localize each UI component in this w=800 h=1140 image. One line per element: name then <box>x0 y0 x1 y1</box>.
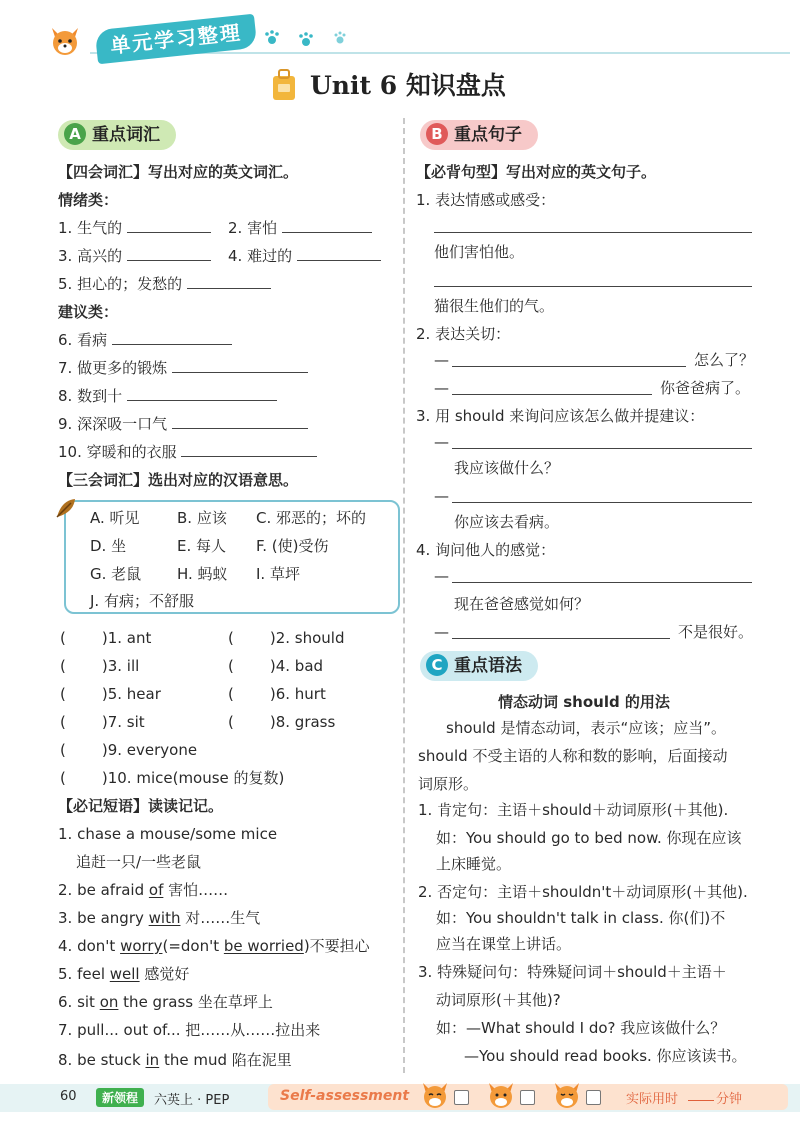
phrase-1-meaning: 追赶一只/一些老鼠 <box>76 853 202 871</box>
phrase-8: 8. be stuck in the mud 陷在泥里 <box>58 1051 292 1069</box>
three-vocab-title: 【三会词汇】选出对应的汉语意思。 <box>58 471 299 489</box>
vocab-item-8: 8. 数到十 <box>58 386 277 406</box>
time-blank[interactable] <box>688 1100 714 1101</box>
rule-3-cont: 动词原形(＋其他)? <box>436 991 561 1009</box>
unit-review-badge: 单元学习整理 <box>95 14 258 65</box>
prompt-see-doctor: 你应该去看病。 <box>454 513 560 531</box>
match-question-4[interactable]: ( )4. bad <box>228 657 324 675</box>
section-c-letter: C <box>426 654 448 676</box>
match-question-9[interactable]: ( )9. everyone <box>60 741 198 759</box>
answer-line[interactable] <box>452 366 686 367</box>
match-question-1[interactable]: ( )1. ant <box>60 629 152 647</box>
dash: — <box>434 567 449 585</box>
vocab-item-10: 10. 穿暖和的衣服 <box>58 442 317 462</box>
must-sentences-title: 【必背句型】写出对应的英文句子。 <box>416 163 657 181</box>
grammar-para-1: should 是情态动词，表示“应该；应当”。 <box>446 719 727 737</box>
match-question-10[interactable]: ( )10. mice(mouse 的复数) <box>60 769 285 787</box>
fox-sad-icon <box>552 1080 582 1110</box>
option-b: B. 应该 <box>177 509 227 527</box>
option-d: D. 坐 <box>90 537 127 555</box>
match-question-2[interactable]: ( )2. should <box>228 629 345 647</box>
prompt-cat-angry: 猫很生他们的气。 <box>434 297 555 315</box>
section-a-title: 重点词汇 <box>92 125 160 145</box>
phrase-title: 【必记短语】读读记记。 <box>58 797 224 815</box>
sentence-group-2: 2. 表达关切： <box>416 325 511 343</box>
match-question-8[interactable]: ( )8. grass <box>228 713 336 731</box>
four-vocab-title: 【四会词汇】写出对应的英文词汇。 <box>58 163 299 181</box>
vocab-item-1: 1. 生气的 <box>58 218 211 238</box>
vocab-item-9: 9. 深深吸一口气 <box>58 414 308 434</box>
section-c-title: 重点语法 <box>454 656 522 676</box>
phrase-5: 5. feel well 感觉好 <box>58 965 190 983</box>
match-question-5[interactable]: ( )5. hear <box>60 685 161 703</box>
bag-icon <box>271 68 297 102</box>
answer-blank[interactable] <box>297 246 381 261</box>
phrase-6: 6. sit on the grass 坐在草坪上 <box>58 993 273 1011</box>
prompt-how-father-feel: 现在爸爸感觉如何？ <box>454 595 590 613</box>
vocab-item-2: 2. 害怕 <box>228 218 372 238</box>
answer-line[interactable] <box>452 394 652 395</box>
prompt-they-afraid: 他们害怕他。 <box>434 243 525 261</box>
prompt-what-should-i-do: 我应该做什么？ <box>454 459 560 477</box>
match-question-3[interactable]: ( )3. ill <box>60 657 140 675</box>
vocab-item-7: 7. 做更多的锻炼 <box>58 358 308 378</box>
assessment-checkbox[interactable] <box>586 1090 601 1105</box>
sentence-group-3: 3. 用 should 来询问应该怎么做并提建议： <box>416 407 705 425</box>
answer-blank[interactable] <box>112 330 232 345</box>
answer-blank[interactable] <box>127 218 211 233</box>
prompt-not-well: 不是很好。 <box>678 623 754 641</box>
prompt-father-ill: 你爸爸病了。 <box>660 379 751 397</box>
section-b-header <box>420 120 538 150</box>
grade-label: 六英上 · PEP <box>154 1093 230 1108</box>
answer-line[interactable] <box>452 502 752 503</box>
assessment-checkbox[interactable] <box>520 1090 535 1105</box>
answer-blank[interactable] <box>172 414 308 429</box>
fox-happy-icon <box>420 1080 450 1110</box>
vocab-item-5: 5. 担心的；发愁的 <box>58 274 271 294</box>
leaf-icon <box>54 496 78 520</box>
sentence-group-4: 4. 询问他人的感觉： <box>416 541 556 559</box>
rule-3-example: 如：—What should I do? 我应该做什么？ <box>436 1019 726 1037</box>
column-divider <box>403 118 405 1073</box>
vocab-item-6: 6. 看病 <box>58 330 232 350</box>
section-a-header <box>58 120 176 150</box>
grammar-para-3: 词原形。 <box>418 775 479 793</box>
rule-2: 2. 否定句：主语＋shouldn't＋动词原形(＋其他). <box>418 883 748 901</box>
dash: — <box>434 379 449 397</box>
self-assessment-label: Self-assessment <box>280 1088 410 1104</box>
phrase-1: 1. chase a mouse/some mice <box>58 825 278 843</box>
fox-neutral-icon <box>486 1080 516 1110</box>
minutes-label: 分钟 <box>716 1092 743 1107</box>
rule-2-example: 如：You shouldn't talk in class. 你(们)不 <box>436 909 726 927</box>
answer-blank[interactable] <box>127 386 277 401</box>
option-e: E. 每人 <box>177 537 227 555</box>
grammar-subtitle: 情态动词 should 的用法 <box>498 693 670 711</box>
grammar-para-2: should 不受主语的人称和数的影响，后面接动 <box>418 747 728 765</box>
vocab-item-4: 4. 难过的 <box>228 246 381 266</box>
answer-line[interactable] <box>452 582 752 583</box>
option-i: I. 草坪 <box>256 565 300 583</box>
option-a: A. 听见 <box>90 509 140 527</box>
phrase-2: 2. be afraid of 害怕…… <box>58 881 229 899</box>
answer-blank[interactable] <box>127 246 211 261</box>
phrase-7: 7. pull... out of... 把……从……拉出来 <box>58 1021 321 1039</box>
assessment-checkbox[interactable] <box>454 1090 469 1105</box>
time-label: 实际用时 <box>626 1092 679 1107</box>
rule-2-example-cont: 应当在课堂上讲话。 <box>436 935 572 953</box>
rule-3-example-answer: —You should read books. 你应该读书。 <box>464 1047 747 1065</box>
rule-1-example-cont: 上床睡觉。 <box>436 855 512 873</box>
option-g: G. 老鼠 <box>90 565 142 583</box>
page-title: Unit 6 知识盘点 <box>310 71 506 100</box>
vocab-item-3: 3. 高兴的 <box>58 246 211 266</box>
option-f: F. (使)受伤 <box>256 537 329 555</box>
match-question-6[interactable]: ( )6. hurt <box>228 685 326 703</box>
dash: — <box>434 487 449 505</box>
phrase-3: 3. be angry with 对……生气 <box>58 909 261 927</box>
dash: — <box>434 351 449 369</box>
advice-label: 建议类： <box>58 303 119 321</box>
emotion-label: 情绪类： <box>58 191 119 209</box>
answer-blank[interactable] <box>187 274 271 289</box>
prompt-whats-wrong: 怎么了？ <box>694 351 755 369</box>
section-a-letter: A <box>64 123 86 145</box>
fox-mascot-icon <box>48 24 82 58</box>
answer-blank[interactable] <box>181 442 317 457</box>
option-c: C. 邪恶的；坏的 <box>256 509 367 527</box>
match-question-7[interactable]: ( )7. sit <box>60 713 145 731</box>
section-b-letter: B <box>426 123 448 145</box>
brand-logo: 新领程 <box>96 1088 144 1107</box>
answer-line[interactable] <box>434 286 752 287</box>
answer-line[interactable] <box>452 448 752 449</box>
dash: — <box>434 433 449 451</box>
answer-blank[interactable] <box>282 218 372 233</box>
answer-line[interactable] <box>452 638 670 639</box>
dash: — <box>434 623 449 641</box>
option-h: H. 蚂蚁 <box>177 565 228 583</box>
page-number: 60 <box>60 1089 77 1104</box>
rule-3: 3. 特殊疑问句：特殊疑问词＋should＋主语＋ <box>418 963 727 981</box>
section-b-title: 重点句子 <box>454 125 522 145</box>
phrase-4: 4. don't worry(=don't be worried)不要担心 <box>58 937 370 955</box>
answer-line[interactable] <box>434 232 752 233</box>
sentence-group-1: 1. 表达情感或感受： <box>416 191 556 209</box>
section-c-header <box>420 651 538 681</box>
option-j: J. 有病；不舒服 <box>90 592 194 610</box>
rule-1: 1. 肯定句：主语＋should＋动词原形(＋其他). <box>418 801 729 819</box>
answer-blank[interactable] <box>172 358 308 373</box>
paw-prints-icon <box>262 26 372 50</box>
rule-1-example: 如：You should go to bed now. 你现在应该 <box>436 829 742 847</box>
